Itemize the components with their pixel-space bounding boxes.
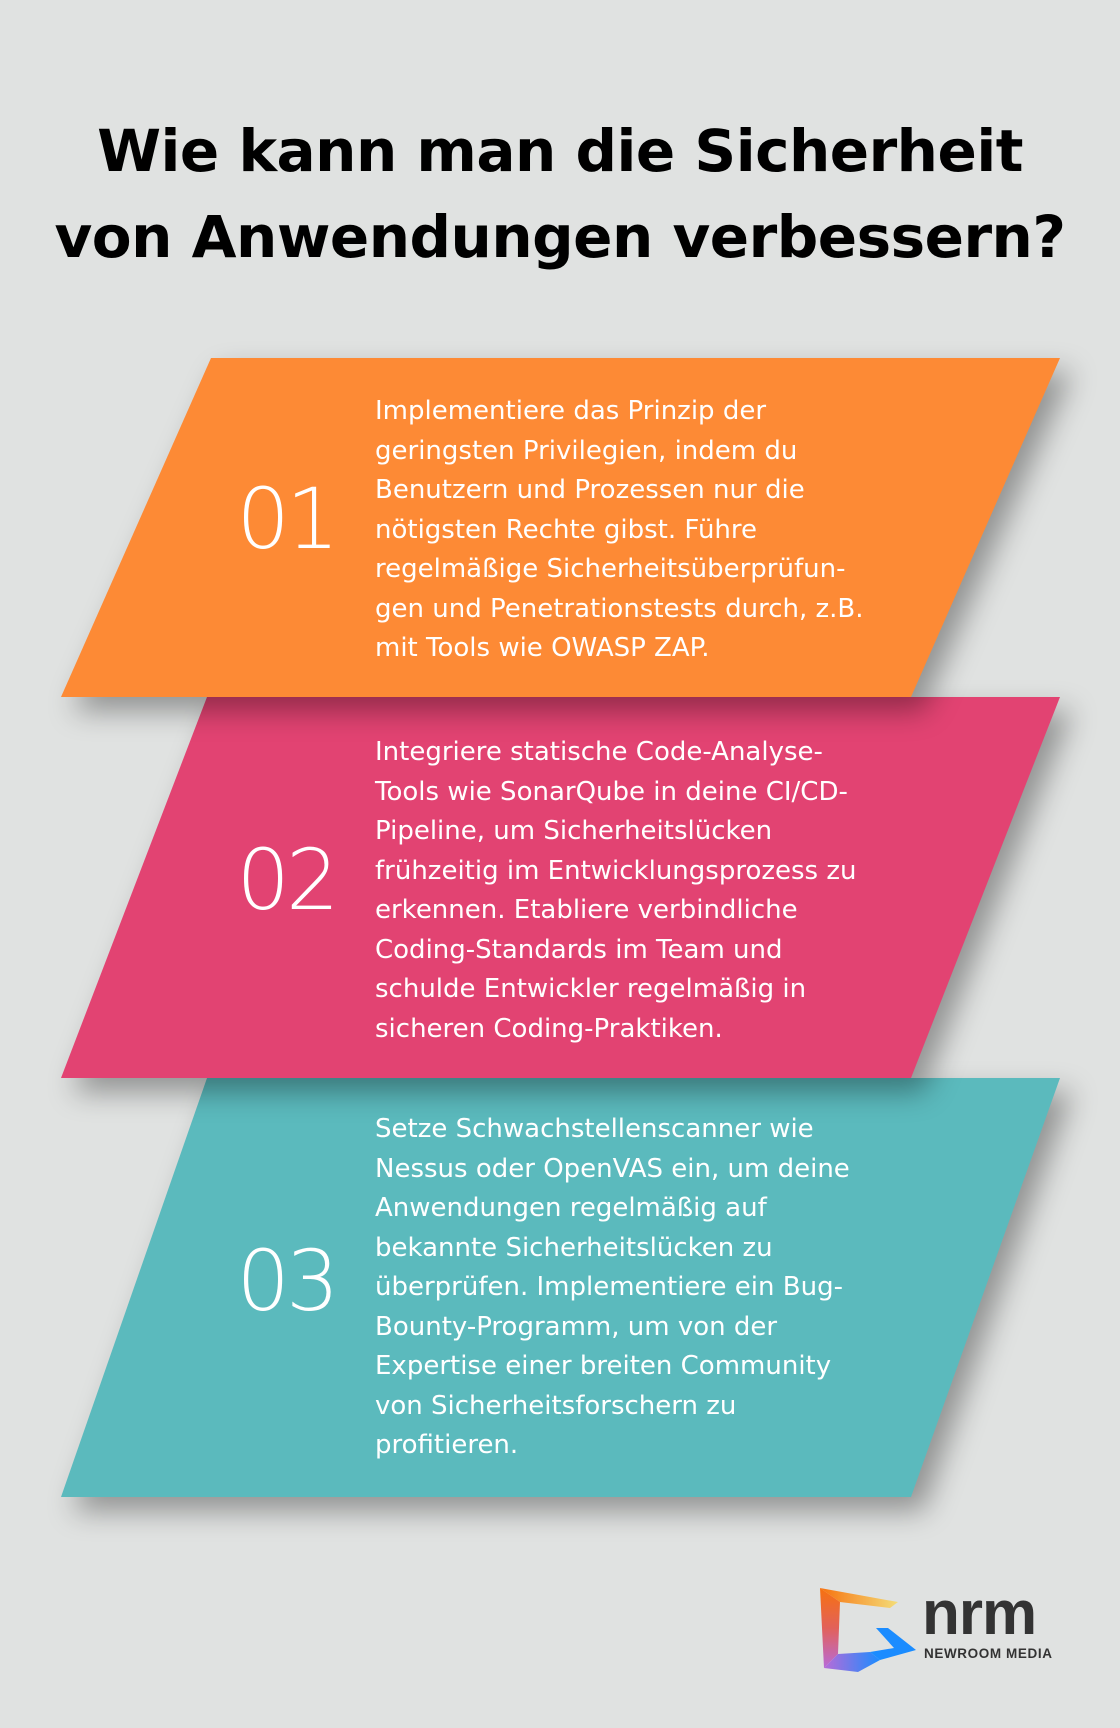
card-1-line: gen und Penetrationstests durch, z.B. bbox=[375, 593, 864, 624]
card-1-line: Benutzern und Prozessen nur die bbox=[375, 475, 805, 505]
card-3-line: profitieren. bbox=[375, 1430, 519, 1460]
card-2-number: 02 bbox=[236, 831, 336, 929]
newroom-media-logo-icon bbox=[818, 1586, 918, 1672]
card-3-line: Bounty-Programm, um von der bbox=[375, 1311, 778, 1342]
card-3-number: 03 bbox=[236, 1232, 336, 1330]
card-3-line: Nessus oder OpenVAS ein, um deine bbox=[375, 1153, 850, 1184]
card-3-line: überprüfen. Implementiere ein Bug- bbox=[375, 1272, 843, 1302]
card-3-line: Anwendungen regelmäßig auf bbox=[375, 1193, 767, 1223]
card-1-line: regelmäßige Sicherheitsüberprüfun- bbox=[375, 554, 846, 584]
card-2-line: erkennen. Etabliere verbindliche bbox=[375, 895, 798, 925]
card-2-line: Tools wie SonarQube in deine CI/CD- bbox=[375, 776, 848, 807]
card-1-number: 01 bbox=[236, 470, 336, 568]
page-title bbox=[0, 108, 1120, 280]
card-1-line: Implementiere das Prinzip der bbox=[375, 396, 767, 426]
tip-card-3 bbox=[61, 1078, 1060, 1497]
card-2-line: sicheren Coding-Praktiken. bbox=[375, 1013, 723, 1044]
card-1-text bbox=[375, 392, 975, 669]
card-3-text bbox=[375, 1110, 975, 1466]
card-3-line: Expertise einer breiten Community bbox=[375, 1351, 832, 1381]
card-2-line: Pipeline, um Sicherheitslücken bbox=[375, 816, 773, 846]
tip-card-2 bbox=[61, 697, 1060, 1078]
card-1-line: geringsten Privilegien, indem du bbox=[375, 435, 798, 466]
card-1-line: mit Tools wie OWASP ZAP. bbox=[375, 633, 710, 663]
tip-card-1 bbox=[61, 358, 1060, 697]
card-2-line: frühzeitig im Entwicklungsprozess zu bbox=[375, 855, 857, 886]
card-1-line: nötigsten Rechte gibst. Führe bbox=[375, 514, 758, 545]
title-line-1: Wie kann man die Sicherheit bbox=[97, 117, 1023, 185]
newroom-media-logo bbox=[818, 1579, 1068, 1676]
card-2-text bbox=[375, 733, 975, 1049]
card-2-line: Integriere statische Code-Analyse- bbox=[375, 737, 823, 767]
title-line-2: von Anwendungen verbessern? bbox=[54, 203, 1066, 271]
card-2-line: Coding-Standards im Team und bbox=[375, 934, 783, 965]
card-3-line: von Sicherheitsforschern zu bbox=[375, 1390, 737, 1421]
logo-wordmark: nrm bbox=[922, 1579, 1037, 1648]
logo-subtitle: NEWROOM MEDIA bbox=[924, 1646, 1053, 1661]
card-2-line: schulde Entwickler regelmäßig in bbox=[375, 974, 807, 1004]
card-3-line: Setze Schwachstellenscanner wie bbox=[375, 1114, 814, 1144]
card-3-line: bekannte Sicherheitslücken zu bbox=[375, 1232, 773, 1263]
